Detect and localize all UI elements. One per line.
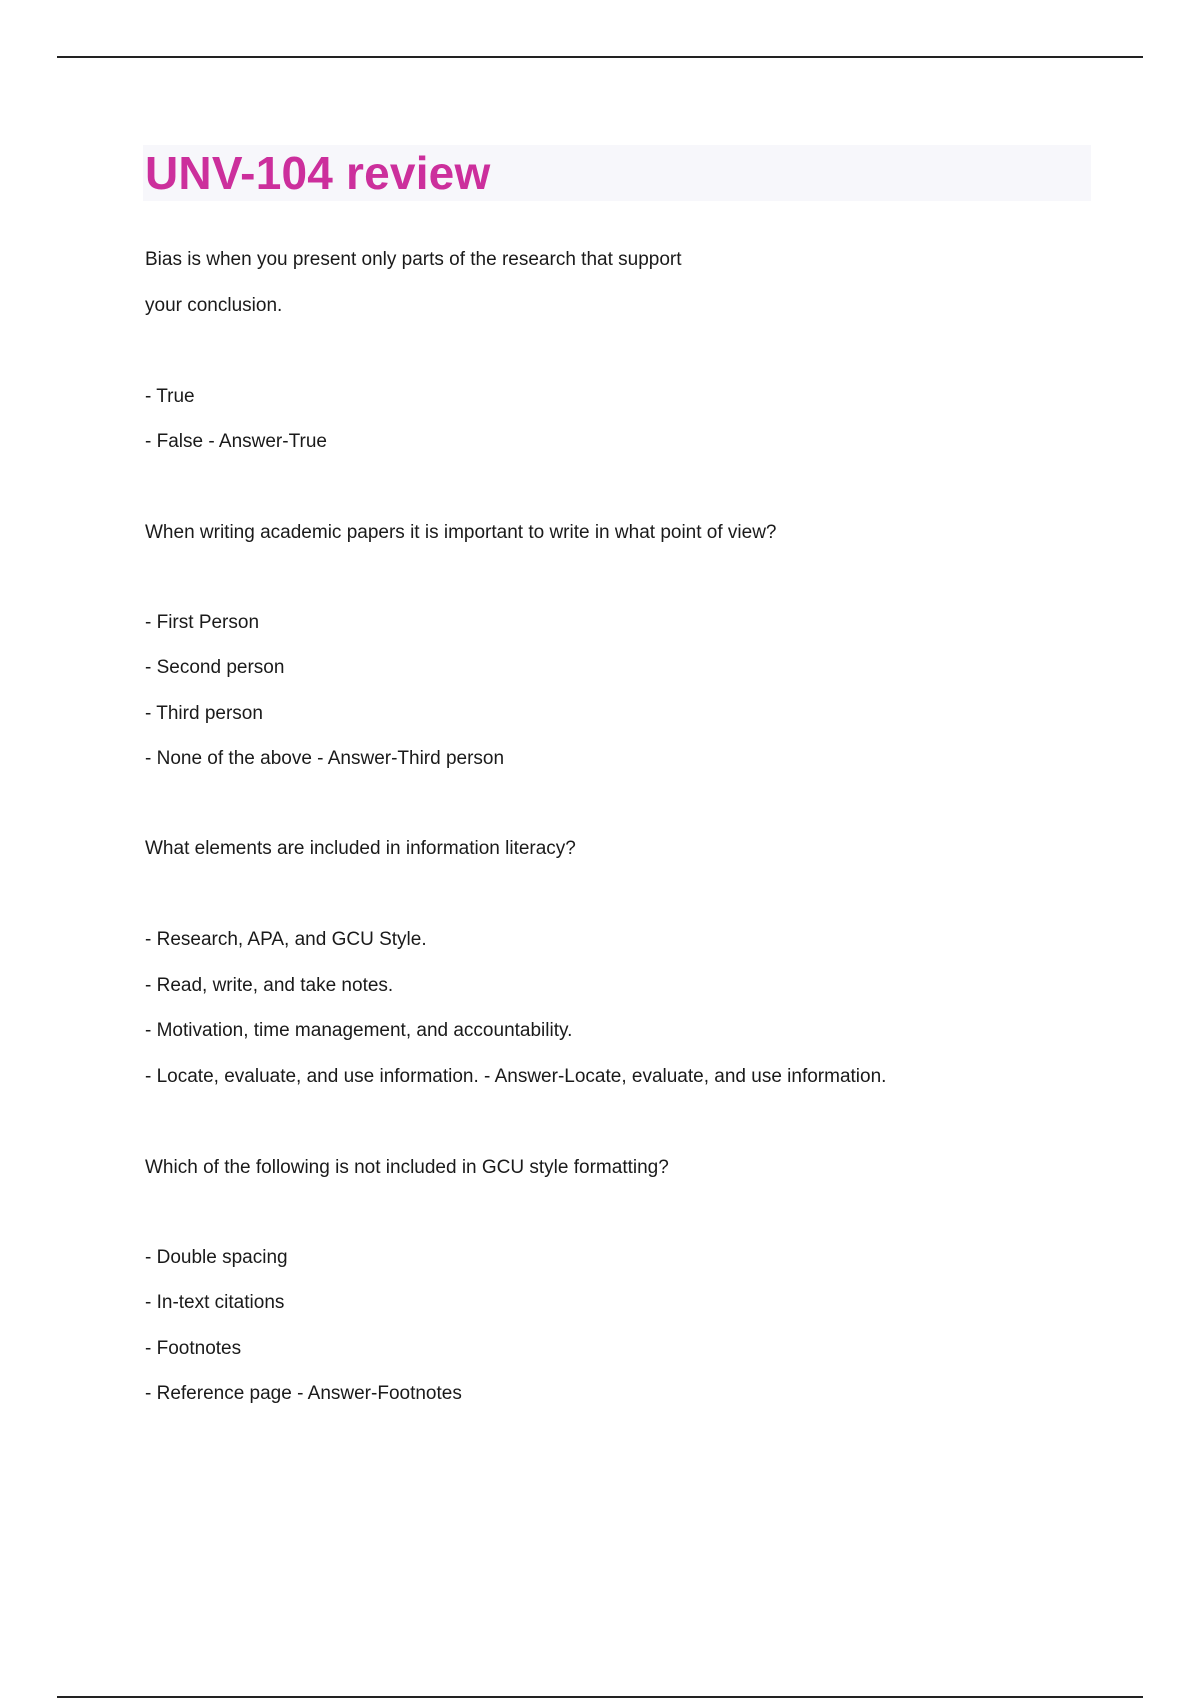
- question-1-prompt-line-1: Bias is when you present only parts of the research that support: [145, 249, 682, 270]
- question-2-option-3: - Third person: [145, 703, 263, 724]
- question-4-option-2: - In-text citations: [145, 1292, 285, 1313]
- question-3-prompt: What elements are included in information literacy?: [145, 838, 576, 859]
- question-1-prompt-line-2: your conclusion.: [145, 295, 283, 316]
- question-3-option-2: - Read, write, and take notes.: [145, 975, 394, 996]
- question-2-option-4: - None of the above - Answer-Third person: [145, 748, 505, 769]
- question-4-prompt: Which of the following is not included in GCU style formatting?: [145, 1157, 669, 1178]
- question-3-option-3: - Motivation, time management, and accountability.: [145, 1020, 573, 1041]
- question-4-option-4: - Reference page - Answer-Footnotes: [145, 1383, 462, 1404]
- question-2-prompt: When writing academic papers it is important to write in what point of view?: [145, 522, 777, 543]
- question-3-option-1: - Research, APA, and GCU Style.: [145, 929, 427, 950]
- header-rule: [57, 56, 1143, 58]
- question-2-option-1: - First Person: [145, 612, 260, 633]
- question-4-option-3: - Footnotes: [145, 1338, 242, 1359]
- question-2-option-2: - Second person: [145, 657, 285, 678]
- question-1-option-2: - False - Answer-True: [145, 431, 327, 452]
- question-1-option-1: - True: [145, 386, 195, 407]
- question-4-option-1: - Double spacing: [145, 1247, 288, 1268]
- question-3-option-4: - Locate, evaluate, and use information. - Answer-Locate, evaluate, and use information.: [145, 1066, 887, 1087]
- document-title: UNV-104 review: [145, 147, 491, 199]
- footer-rule: [57, 1696, 1143, 1698]
